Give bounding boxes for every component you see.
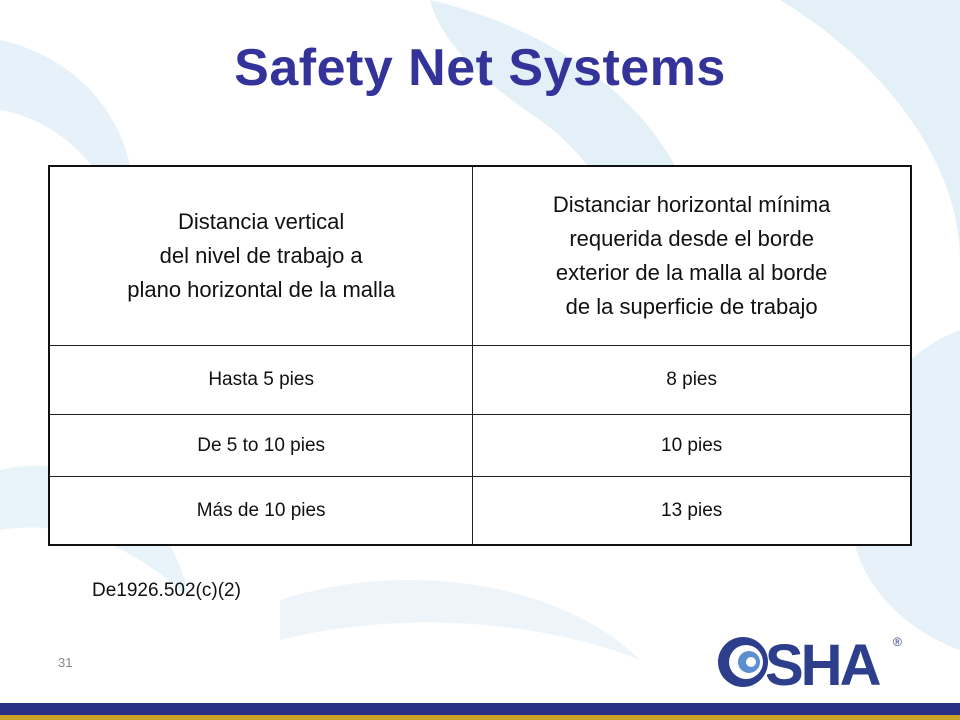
table-cell-horizontal: 10 pies: [473, 415, 911, 477]
osha-logo-text: SHA: [765, 633, 879, 696]
table-header-row: [49, 166, 911, 346]
table-cell-vertical: Hasta 5 pies: [49, 346, 473, 415]
page-number: 31: [58, 655, 73, 670]
header-horizontal-distance-text: Distanciar horizontal mínima requerida desde el borde exterior de la malla al borde de la superficie de trabajo: [552, 192, 831, 319]
footer-bar-blue: [0, 703, 960, 715]
table-row: [49, 415, 911, 477]
table-row: [49, 346, 911, 415]
osha-logo: [715, 628, 905, 696]
header-vertical-distance: [49, 166, 473, 346]
table-cell-horizontal: 13 pies: [473, 477, 911, 546]
footer-bar-gold: [0, 715, 960, 720]
osha-registered-mark: ®: [893, 635, 902, 649]
table-cell-vertical: De 5 to 10 pies: [49, 415, 473, 477]
header-horizontal-distance: [473, 166, 911, 346]
table-cell-horizontal: 8 pies: [473, 346, 911, 415]
header-vertical-distance-text: Distancia vertical del nivel de trabajo a plano horizontal de la malla: [127, 209, 396, 302]
distance-table: [48, 165, 912, 546]
table-row: [49, 477, 911, 546]
table-cell-vertical: Más de 10 pies: [49, 477, 473, 546]
regulation-citation: De1926.502(c)(2): [92, 580, 241, 601]
slide-title: Safety Net Systems: [234, 39, 726, 97]
